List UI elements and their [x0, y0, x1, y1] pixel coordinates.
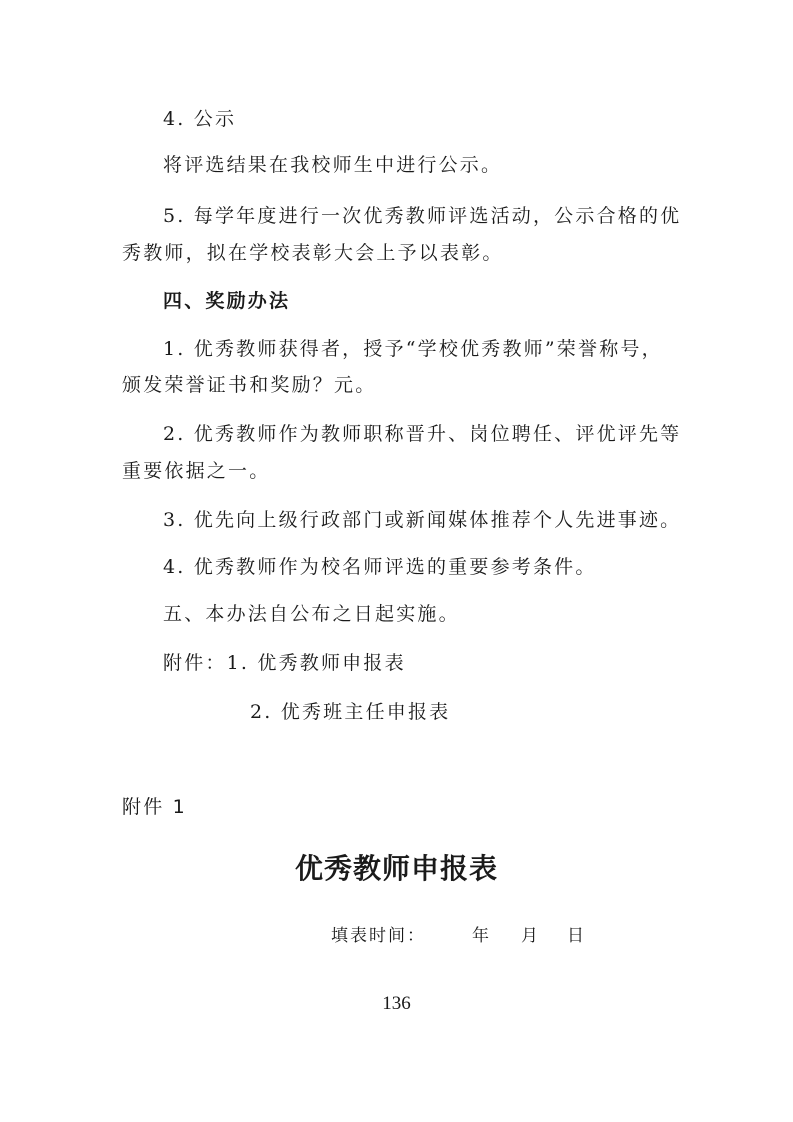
section-4-text: 将评选结果在我校师生中进行公示。	[163, 154, 503, 176]
fill-date-label: 填表时间：	[331, 926, 426, 946]
fill-date-month: 月	[521, 926, 540, 946]
reward-item-1-line-1: 1. 优秀教师获得者，授予“学校优秀教师”荣誉称号，	[163, 338, 663, 360]
reward-item-3: 3. 优先向上级行政部门或新闻媒体推荐个人先进事迹。	[163, 509, 682, 531]
attachments-list-item-1: 附件：1. 优秀教师申报表	[163, 652, 406, 674]
reward-item-2-line-1: 2. 优秀教师作为教师职称晋升、岗位聘任、评优评先等	[163, 423, 682, 445]
reward-section-heading: 四、奖励办法	[163, 290, 291, 312]
page-number: 136	[382, 993, 411, 1014]
reward-item-2-line-2: 重要依据之一。	[122, 460, 271, 482]
section-4-heading: 4. 公示	[163, 108, 237, 130]
fill-date-year: 年	[472, 926, 491, 946]
section-5-line-2: 秀教师，拟在学校表彰大会上予以表彰。	[122, 242, 504, 264]
form-title: 优秀教师申报表	[294, 852, 498, 885]
reward-item-4: 4. 优秀教师作为校名师评选的重要参考条件。	[163, 556, 597, 578]
section-5-line-1: 5. 每学年度进行一次优秀教师评选活动，公示合格的优	[163, 205, 682, 227]
attachments-list-item-2: 2. 优秀班主任申报表	[250, 701, 451, 723]
section-5-effective: 五、本办法自公布之日起实施。	[163, 603, 460, 625]
fill-date-day: 日	[567, 926, 586, 946]
attachment-label: 附件 1	[122, 796, 187, 818]
reward-item-1-line-2: 颁发荣誉证书和奖励？元。	[122, 374, 377, 396]
